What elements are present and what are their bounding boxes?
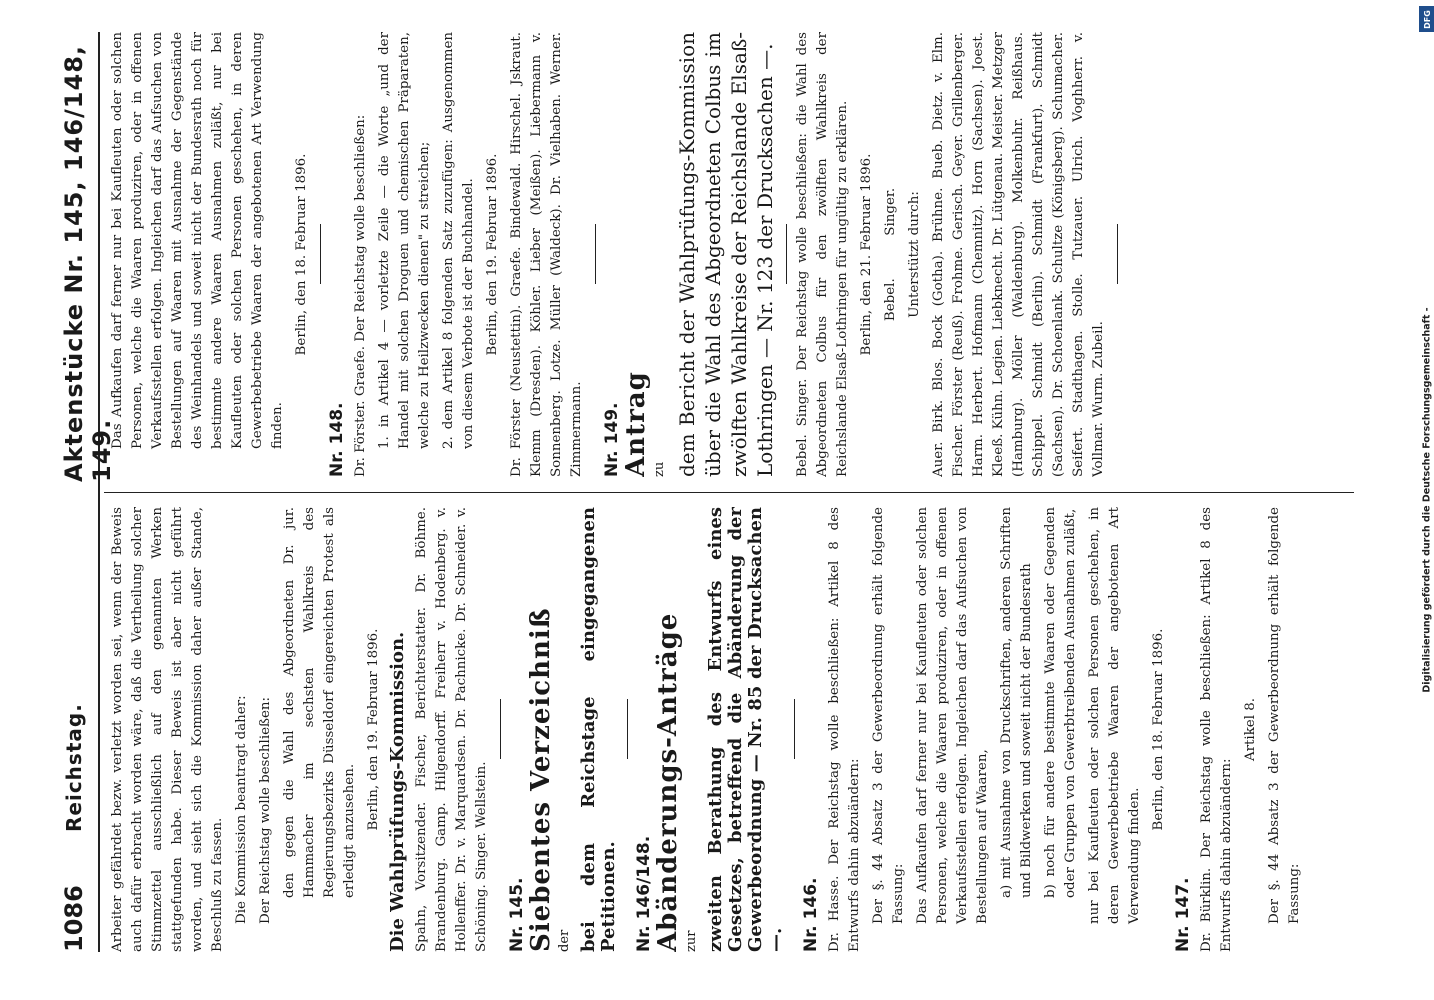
section-number: Nr. 148. xyxy=(327,402,347,477)
left-column xyxy=(108,507,1348,952)
paragraph: Dr. Förster. Graefe. Der Reichstag wolle beschließen: xyxy=(353,114,368,477)
paragraph: Der §. 44 Absatz 3 der Gewerbeordnung erhält folgende Fassung: xyxy=(1267,507,1302,924)
paragraph: Der §. 44 Absatz 3 der Gewerbeordnung erhält folgende Fassung: xyxy=(871,507,906,924)
paragraph: Arbeiter gefährdet bezw. verletzt worden sei, wenn der Beweis auch dafür erbracht worden wäre, daß die Vertheilung solcher Stimmzettel ausschließlich auf den genannten Werken stattgefunden habe. Dieser Beweis ist aber nicht geführt worden, und sieht sich die Kommission daher außer Stande, Beschluß zu fassen. xyxy=(110,507,225,952)
connector-text: der xyxy=(557,929,572,952)
signature-line xyxy=(881,32,901,477)
list-item: 1. in Artikel 4 — vorletzte Zeile — die Worte „und der Handel mit solchen Droguen und chemischen Präparaten, welche zu Heilzwecken dienen" zu streichen; xyxy=(377,32,432,449)
date-line: Berlin, den 18. Februar 1896. xyxy=(294,153,309,356)
commission-members: Spahn, Vorsitzender. Fischer, Berichterstatter. Dr. Böhme. Brandenburg. Gamp. Hilgendorff. Freiherr v. Hodenberg. v. Hollenffer. Dr. v. Marquardsen. Dr. Pachnicke. Dr. Schneider. v. Schöning. Singer. Wellstein. xyxy=(414,507,489,952)
section-title: Abänderungs-Anträge xyxy=(653,612,683,952)
section-number: Nr. 145. xyxy=(507,877,527,952)
separator xyxy=(595,225,596,285)
paragraph: Das Aufkaufen darf ferner nur bei Kaufleuten oder solchen Personen, welche die Waaren produziren, oder in offenen Verkaufsstellen erfolgen. Ingleichen darf das Aufsuchen von Bestellungen auf Waaren, xyxy=(915,507,990,924)
header-title: Aktenstücke Nr. 145, 146/148, 149. xyxy=(60,44,116,482)
paragraph: Dr. Hasse. Der Reichstag wolle beschließen: Artikel 8 des Entwurfs dahin abzuändern: xyxy=(827,507,862,952)
page-header xyxy=(58,32,116,952)
date-line: Berlin, den 19. Februar 1896. xyxy=(485,153,500,356)
date-line: Berlin, den 21. Februar 1896. xyxy=(859,153,874,356)
page-number: 1086 xyxy=(60,885,88,952)
connector-text: zur xyxy=(684,930,699,952)
section-subtitle: dem Bericht der Wahlprüfungs-Kommission über die Wahl des Abgeordneten Colbus im zwölften Wahlkreise der Reichslande Elsaß-Lothringen — Nr. 123 der Drucksachen —. xyxy=(675,32,777,477)
right-column xyxy=(108,32,1348,477)
section-subtitle: bei dem Reichstage eingegangenen Petitionen. xyxy=(578,507,619,952)
paragraph: den gegen die Wahl des Abgeordneten Dr. jur. Hammacher im sechsten Wahlkreis des Regierungsbezirks Düsseldorf eingereichten Protest als erledigt anzusehen. xyxy=(282,507,357,898)
paragraph: nur bei Kaufleuten oder solchen Personen geschehen, in deren Gewerbebetriebe Waaren der angebotenen Art Verwendung finden. xyxy=(1087,507,1142,924)
section-title: Antrag xyxy=(621,371,651,477)
list-item: a) mit Ausnahme von Druckschriften, anderen Schriften und Bildwerken und soweit nicht der Bundesrath xyxy=(999,507,1034,898)
supporters-list: Auer. Birk. Blos. Bock (Gotha). Brühne. Bueb. Dietz. v. Elm. Fischer. Förster (Reuß). Frohme. Gerisch. Geyer. Grillenberger. Harm. Herbert. Hofmann (Chemnitz). Horn (Sachsen). Joest. Kleeß. Kühn. Legien. Liebknecht. Dr. Lütgenau. Meister. Metzger (Hamburg). Möller (Waldenburg). Molkenbuhr. Reißhaus. Schippel. Schmidt (Berlin). Schmidt (Frankfurt). Schmidt (Sachsen). Dr. Schoenlank. Schultze (Königsberg). Schumacher. Seifert. Stadthagen. Stolle. Tutzauer. Ulrich. Voghherr. v. Vollmar. Wurm. Zubeil. xyxy=(931,32,1106,477)
date-line: Berlin, den 19. Februar 1896. xyxy=(366,628,381,831)
separator xyxy=(794,700,795,760)
commission-title: Die Wahlprüfungs-Kommission. xyxy=(387,631,408,952)
dfg-credit: Digitalisierung gefördert durch die Deutsche Forschungsgemeinschaft - xyxy=(1421,307,1433,693)
separator xyxy=(500,700,501,760)
separator xyxy=(786,225,787,285)
date-line: Berlin, den 18. Februar 1896. xyxy=(1151,628,1166,831)
section-number: Nr. 149. xyxy=(602,402,622,477)
connector-text: zu xyxy=(652,461,667,477)
separator xyxy=(1117,225,1118,285)
paragraph: Bebel. Singer. Der Reichstag wolle beschließen: die Wahl des Abgeordneten Colbus für den zwölften Wahlkreis der Reichslande Elsaß-Lothringen für ungültig zu erklären. xyxy=(795,32,850,477)
separator xyxy=(627,700,628,760)
supported-by-label: Unterstützt durch: xyxy=(907,191,922,318)
column-divider xyxy=(104,492,1354,493)
signers: Dr. Förster (Neustettin). Graefe. Bindewald. Hirschel. Jskraut. Klemm (Dresden). Köhler. Lieber (Meißen). Liebermann v. Sonnenberg. Lotze. Müller (Waldeck). Dr. Vielhaben. Werner. Zimmermann. xyxy=(509,32,584,477)
dfg-logo xyxy=(1419,6,1434,32)
section-number: Nr. 147. xyxy=(1173,877,1193,952)
paragraph: Der Reichstag wolle beschließen: xyxy=(258,696,273,924)
list-item: b) noch für andere bestimmte Waaren oder Gegenden oder Gruppen von Gewerbtreibenden Ausnahmen zuläßt, xyxy=(1043,507,1078,898)
separator xyxy=(320,225,321,285)
paragraph: Die Kommission beantragt daher: xyxy=(234,695,249,924)
dfg-logo-text: DFG xyxy=(1422,9,1432,29)
section-number: Nr. 146. xyxy=(801,877,821,952)
signature-singer: Singer. xyxy=(883,187,898,236)
header-left-label: Reichstag. xyxy=(62,703,86,832)
paragraph: Dr. Bürklin. Der Reichstag wolle beschließen: Artikel 8 des Entwurfs dahin abzuändern: xyxy=(1199,507,1234,952)
section-number: Nr. 146/148. xyxy=(634,835,654,952)
list-item: 2. dem Artikel 8 folgenden Satz zuzufügen: Ausgenommen von diesem Verbote ist der Buchhandel. xyxy=(441,32,476,449)
document-page xyxy=(58,32,1368,952)
section-title: Siebentes Verzeichniß xyxy=(526,607,556,952)
paragraph: Das Aufkaufen darf ferner nur bei Kaufleuten oder solchen Personen, welche die Waaren produziren, oder in offenen Verkaufsstellen erfolgen. Ingleichen darf das Aufsuchen von Bestellungen auf Waaren mit Ausnahme der Gegenstände des Weinhandels und soweit nicht der Bundesrath noch für bestimmte andere Waaren Ausnahmen zuläßt, nur bei Kaufleuten oder solchen Personen geschehen, in deren Gewerbebetriebe Waaren der angebotenen Art Verwendung finden. xyxy=(110,32,285,449)
article-label: Artikel 8. xyxy=(1243,697,1258,762)
section-subtitle: zweiten Berathung des Entwurfs eines Gesetzes, betreffend die Abänderung der Gewerbeordnung — Nr. 85 der Drucksachen —. xyxy=(705,507,786,952)
signature-bebel: Bebel. xyxy=(883,278,898,322)
